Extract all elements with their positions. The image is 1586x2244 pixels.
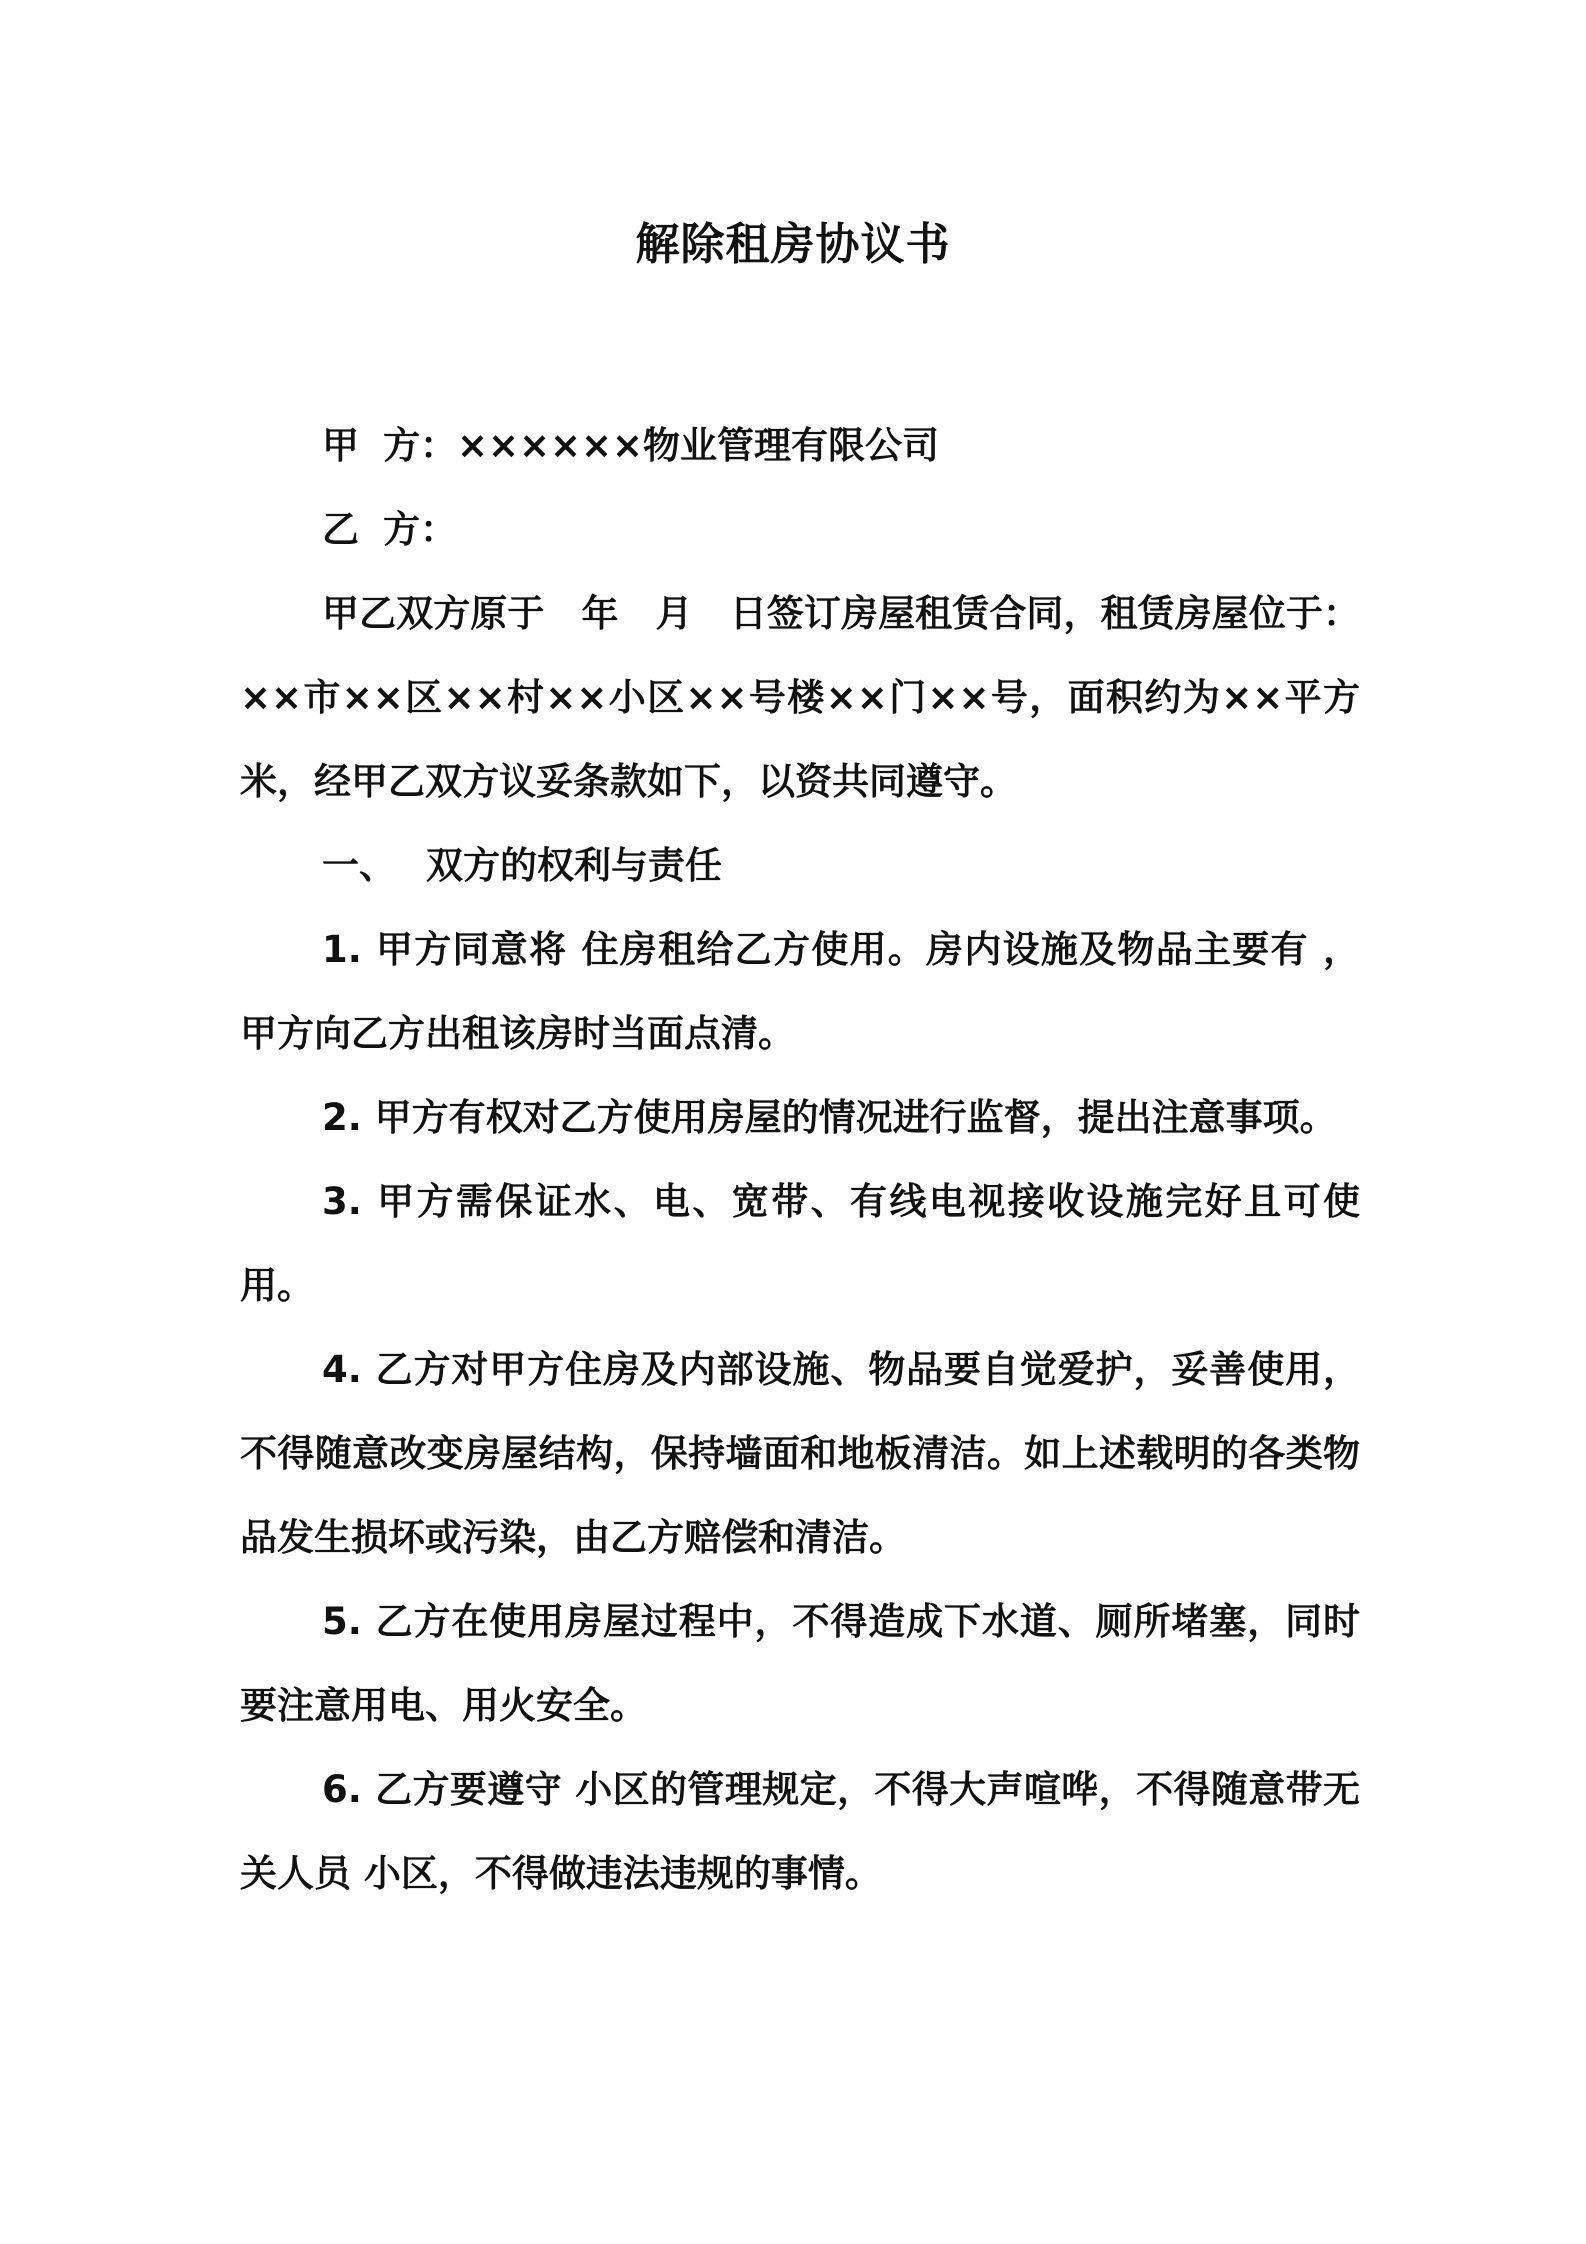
clause-paragraph: 4. 乙方对甲方住房及内部设施、物品要自觉爱护，妥善使用，不得随意改变房屋结构，保持墙面和地板清洁。如上述载明的各类物品发生损坏或污染，由乙方赔偿和清洁。 [240,1348,1360,1559]
party-b-line [240,488,1360,572]
party-a-line [240,404,1360,488]
document-title: 解除租房协议书 [635,219,951,270]
clause-paragraph: 2. 甲方有权对乙方使用房屋的情况进行监督，提出注意事项。 [322,1096,1337,1139]
document-body [240,404,1360,1916]
party-a-label-first: 甲 [322,424,359,467]
party-b-label-first: 乙 [322,508,359,551]
party-a-label-second: 方： [383,424,457,467]
clause-paragraph: 3. 甲方需保证水、电、宽带、有线电视接收设施完好且可使用。 [240,1180,1360,1307]
clause-paragraph: 5. 乙方在使用房屋过程中，不得造成下水道、厕所堵塞，同时要注意用电、用火安全。 [240,1600,1360,1727]
intro-paragraph: 甲乙双方原于 年 月 日签订房屋租赁合同，租赁房屋位于：××市××区××村××小区××号楼××门××号，面积约为××平方米，经甲乙双方议妥条款如下，以资共同遵守。 [240,592,1360,803]
section-number: 一、 [322,844,396,887]
party-b-label-second: 方： [383,508,457,551]
section-heading [240,824,1360,908]
party-a-value: ××××××物业管理有限公司 [457,424,940,467]
section-title: 双方的权利与责任 [426,844,722,887]
clause-paragraph: 1. 甲方同意将 住房租给乙方使用。房内设施及物品主要有 ，甲方向乙方出租该房时当面点清。 [240,928,1360,1055]
clause-paragraph: 6. 乙方要遵守 小区的管理规定，不得大声喧哗，不得随意带无关人员 小区，不得做违法违规的事情。 [240,1768,1360,1895]
